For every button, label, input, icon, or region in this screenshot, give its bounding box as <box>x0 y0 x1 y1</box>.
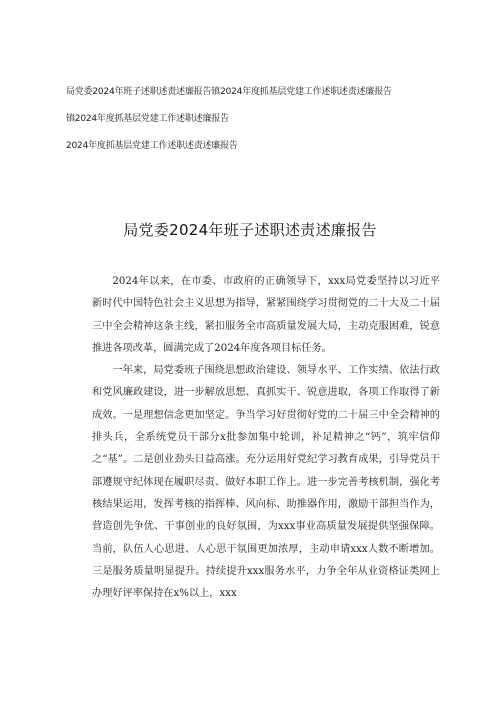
body-paragraph-2: 一年来，局党委班子围绕思想政治建设、领导水平、工作实绩、依法行政和党风廉政建设，进一步解放思想、真抓实干、锐意进取，各项工作取得了新成效。一是理想信念更加坚定。争当学习好贯彻好党的二十届三中全会精神的排头兵，全系统党员干部分x批参加集中轮训，补足精神之“钙”，筑牢信仰之“基”。二是创业劲头日益高涨。充分运用好党纪学习教育成果，引导党员干部遵规守纪体现在履职尽责、做好本职工作上。进一步完善考核机制，强化考核结果运用，发挥考核的指挥棒、风向标、助推器作用，激励干部担当作为，营造创先争优、干事创业的良好氛围，为xxx事业高质量发展提供坚强保障。当前，队伍人心思进、人心思干氛围更加浓厚，主动申请xxx人数不断增加。三是服务质量明显提升。持续提升xxx服务水平，力争全年从业资格证类网上办理好评率保持在x%以上，xxx <box>92 365 440 600</box>
related-report-title-1: 局党委2024年班子述职述责述廉报告镇2024年度抓基层党建工作述职述责述廉报告 <box>66 87 392 97</box>
related-reports-list <box>66 86 466 167</box>
body-paragraph-1: 2024年以来，在市委、市政府的正确领导下，xxx局党委坚持以习近平新时代中国特色社会主义思想为指导，紧紧围绕学习贯彻党的二十大及二十届三中全会精神这条主线，紧扣服务全市高质量发展大局，主动克服困难，锐意推进各项改革，圆满完成了2024年度各项目标任务。 <box>92 276 440 354</box>
document-title: 局党委2024年班子述职述责述廉报告 <box>123 221 377 239</box>
document-body <box>92 271 440 605</box>
related-report-title-2: 镇2024年度抓基层党建工作述职述廉报告 <box>66 114 229 124</box>
related-report-title-3: 2024年度抓基层党建工作述职述责述廉报告 <box>66 141 238 151</box>
